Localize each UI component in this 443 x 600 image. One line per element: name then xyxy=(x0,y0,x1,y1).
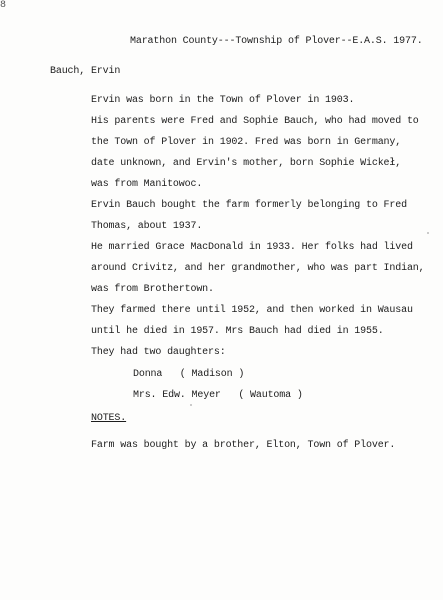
body-line: They farmed there until 1952, and then worked in Wausau xyxy=(91,305,413,316)
body-line: Thomas, about 1937. xyxy=(91,221,203,232)
notes-heading: NOTES. xyxy=(91,413,127,424)
subject-name: Bauch, Ervin xyxy=(50,66,121,77)
body-line: until he died in 1957. Mrs Bauch had died in 1955. xyxy=(91,326,384,337)
body-line: Ervin Bauch bought the farm formerly belonging to Fred xyxy=(91,200,407,211)
page-number: 8 xyxy=(0,0,7,11)
document-header: Marathon County---Township of Plover--E.A.S. 1977. xyxy=(130,36,423,47)
body-line: was from Brothertown. xyxy=(91,284,214,295)
body-line: was from Manitowoc. xyxy=(91,179,203,190)
body-line: the Town of Plover in 1902. Fred was born in Germany, xyxy=(91,137,402,148)
daughter-entry: Donna ( Madison ) xyxy=(133,369,245,380)
body-line: They had two daughters: xyxy=(91,347,226,358)
body-line: His parents were Fred and Sophie Bauch, who had moved to xyxy=(91,116,419,127)
paper-speck xyxy=(427,232,429,234)
daughter-entry: Mrs. Edw. Meyer ( Wautoma ) xyxy=(133,390,303,401)
body-line: around Crivitz, and her grandmother, who was part Indian, xyxy=(91,263,425,274)
notes-text: Farm was bought by a brother, Elton, Town of Plover. xyxy=(91,440,396,451)
paper-speck xyxy=(190,404,192,406)
body-line: He married Grace MacDonald in 1933. Her folks had lived xyxy=(91,242,413,253)
body-line: Ervin was born in the Town of Plover in 1903. xyxy=(91,95,355,106)
body-line: date unknown, and Ervin's mother, born Sophie Wickeł, xyxy=(91,158,402,169)
